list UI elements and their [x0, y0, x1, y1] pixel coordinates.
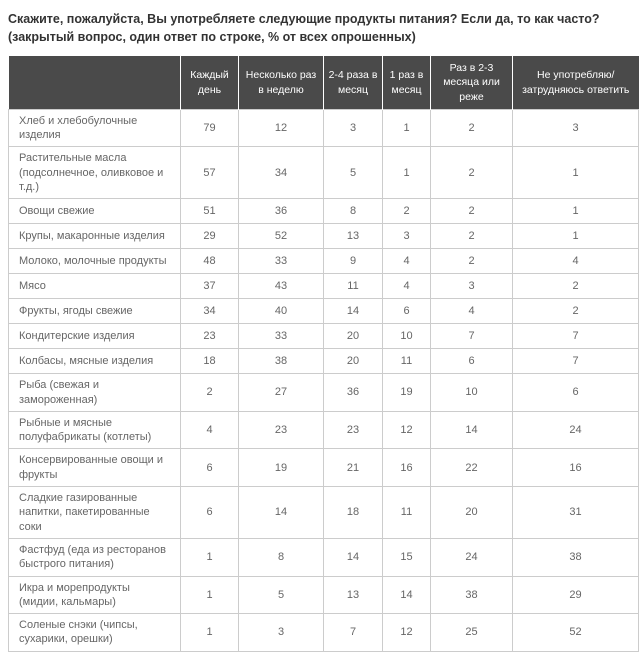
value-cell: 2 — [513, 274, 639, 299]
value-cell: 18 — [181, 349, 239, 374]
table-row — [9, 147, 639, 199]
value-cell: 33 — [239, 249, 324, 274]
row-label: Сладкие газированные напитки, пакетированные соки — [9, 487, 181, 539]
value-cell: 2 — [383, 199, 431, 224]
value-cell: 11 — [383, 349, 431, 374]
row-label: Соленые снэки (чипсы, сухарики, орешки) — [9, 614, 181, 652]
value-cell: 20 — [324, 349, 383, 374]
value-cell: 57 — [181, 147, 239, 199]
table-row — [9, 576, 639, 614]
value-cell: 11 — [324, 274, 383, 299]
survey-question-title — [8, 10, 636, 46]
value-cell: 1 — [383, 147, 431, 199]
value-cell: 38 — [239, 349, 324, 374]
value-cell: 7 — [513, 324, 639, 349]
value-cell: 23 — [181, 324, 239, 349]
value-cell: 31 — [513, 487, 639, 539]
table-row — [9, 374, 639, 412]
table-row — [9, 349, 639, 374]
value-cell: 6 — [181, 487, 239, 539]
row-label: Овощи свежие — [9, 199, 181, 224]
value-cell: 51 — [181, 199, 239, 224]
value-cell: 3 — [513, 109, 639, 147]
value-cell: 2 — [431, 109, 513, 147]
table-row — [9, 224, 639, 249]
value-cell: 5 — [239, 576, 324, 614]
value-cell: 13 — [324, 576, 383, 614]
value-cell: 38 — [513, 538, 639, 576]
table-row — [9, 274, 639, 299]
value-cell: 4 — [383, 274, 431, 299]
value-cell: 10 — [431, 374, 513, 412]
value-cell: 4 — [431, 299, 513, 324]
value-cell: 24 — [431, 538, 513, 576]
table-row — [9, 299, 639, 324]
value-cell: 6 — [513, 374, 639, 412]
value-cell: 16 — [383, 449, 431, 487]
value-cell: 33 — [239, 324, 324, 349]
value-cell: 37 — [181, 274, 239, 299]
value-cell: 20 — [324, 324, 383, 349]
value-cell: 27 — [239, 374, 324, 412]
value-cell: 4 — [513, 249, 639, 274]
row-label: Молоко, молочные продукты — [9, 249, 181, 274]
row-label: Икра и морепродукты (мидии, кальмары) — [9, 576, 181, 614]
value-cell: 21 — [324, 449, 383, 487]
value-cell: 14 — [324, 538, 383, 576]
value-cell: 1 — [513, 199, 639, 224]
column-header: Не употребляю/​затрудняюсь ответить — [513, 56, 639, 109]
value-cell: 2 — [431, 147, 513, 199]
value-cell: 2 — [431, 249, 513, 274]
column-header: Каждый день — [181, 56, 239, 109]
table-row — [9, 614, 639, 652]
row-label: Колбасы, мясные изделия — [9, 349, 181, 374]
row-label: Фрукты, ягоды свежие — [9, 299, 181, 324]
value-cell: 2 — [181, 374, 239, 412]
table-row — [9, 538, 639, 576]
value-cell: 24 — [513, 411, 639, 449]
survey-results-table — [8, 56, 639, 651]
value-cell: 22 — [431, 449, 513, 487]
value-cell: 1 — [181, 614, 239, 652]
value-cell: 19 — [239, 449, 324, 487]
column-header: Раз в 2-3 месяца или реже — [431, 56, 513, 109]
value-cell: 48 — [181, 249, 239, 274]
value-cell: 29 — [181, 224, 239, 249]
table-row — [9, 249, 639, 274]
value-cell: 23 — [239, 411, 324, 449]
value-cell: 25 — [431, 614, 513, 652]
value-cell: 23 — [324, 411, 383, 449]
value-cell: 3 — [324, 109, 383, 147]
value-cell: 13 — [324, 224, 383, 249]
value-cell: 9 — [324, 249, 383, 274]
value-cell: 36 — [239, 199, 324, 224]
value-cell: 6 — [431, 349, 513, 374]
value-cell: 12 — [383, 411, 431, 449]
value-cell: 3 — [431, 274, 513, 299]
value-cell: 34 — [239, 147, 324, 199]
value-cell: 19 — [383, 374, 431, 412]
value-cell: 6 — [181, 449, 239, 487]
value-cell: 4 — [181, 411, 239, 449]
row-label: Кондитерские изделия — [9, 324, 181, 349]
value-cell: 3 — [383, 224, 431, 249]
value-cell: 14 — [431, 411, 513, 449]
value-cell: 79 — [181, 109, 239, 147]
value-cell: 14 — [383, 576, 431, 614]
value-cell: 36 — [324, 374, 383, 412]
value-cell: 7 — [324, 614, 383, 652]
value-cell: 14 — [239, 487, 324, 539]
value-cell: 18 — [324, 487, 383, 539]
value-cell: 20 — [431, 487, 513, 539]
table-body — [9, 109, 639, 651]
value-cell: 15 — [383, 538, 431, 576]
value-cell: 8 — [324, 199, 383, 224]
value-cell: 7 — [431, 324, 513, 349]
value-cell: 14 — [324, 299, 383, 324]
survey-question-title-line2: (закрытый вопрос, один ответ по строке, % от всех опрошенных) — [8, 30, 416, 45]
value-cell: 52 — [239, 224, 324, 249]
table-row — [9, 199, 639, 224]
value-cell: 1 — [181, 576, 239, 614]
table-header-row — [9, 56, 639, 109]
value-cell: 11 — [383, 487, 431, 539]
column-header: 2-4 раза в месяц — [324, 56, 383, 109]
value-cell: 29 — [513, 576, 639, 614]
survey-question-title-line1: Скажите, пожалуйста, Вы употребляете следующие продукты питания? Если да, то как часто? — [8, 12, 600, 26]
value-cell: 5 — [324, 147, 383, 199]
table-row — [9, 449, 639, 487]
table-row — [9, 487, 639, 539]
value-cell: 1 — [513, 147, 639, 199]
value-cell: 52 — [513, 614, 639, 652]
table-row — [9, 109, 639, 147]
column-header: 1 раз в месяц — [383, 56, 431, 109]
value-cell: 12 — [383, 614, 431, 652]
value-cell: 6 — [383, 299, 431, 324]
value-cell: 3 — [239, 614, 324, 652]
row-label: Крупы, макаронные изделия — [9, 224, 181, 249]
value-cell: 40 — [239, 299, 324, 324]
value-cell: 10 — [383, 324, 431, 349]
value-cell: 43 — [239, 274, 324, 299]
value-cell: 12 — [239, 109, 324, 147]
value-cell: 1 — [513, 224, 639, 249]
row-label: Рыбные и мясные полуфабрикаты (котлеты) — [9, 411, 181, 449]
value-cell: 38 — [431, 576, 513, 614]
value-cell: 2 — [431, 199, 513, 224]
row-header-empty-cell — [9, 56, 181, 109]
value-cell: 2 — [513, 299, 639, 324]
column-header: Несколько раз в неделю — [239, 56, 324, 109]
row-label: Мясо — [9, 274, 181, 299]
value-cell: 1 — [383, 109, 431, 147]
row-label: Консервированные овощи и фрукты — [9, 449, 181, 487]
table-row — [9, 324, 639, 349]
row-label: Хлеб и хлебобулочные изделия — [9, 109, 181, 147]
value-cell: 2 — [431, 224, 513, 249]
row-label: Растительные масла (подсолнечное, оливковое и т.д.) — [9, 147, 181, 199]
value-cell: 1 — [181, 538, 239, 576]
value-cell: 4 — [383, 249, 431, 274]
value-cell: 8 — [239, 538, 324, 576]
table-row — [9, 411, 639, 449]
value-cell: 7 — [513, 349, 639, 374]
row-label: Рыба (свежая и замороженная) — [9, 374, 181, 412]
value-cell: 16 — [513, 449, 639, 487]
row-label: Фастфуд (еда из ресторанов быстрого питания) — [9, 538, 181, 576]
value-cell: 34 — [181, 299, 239, 324]
